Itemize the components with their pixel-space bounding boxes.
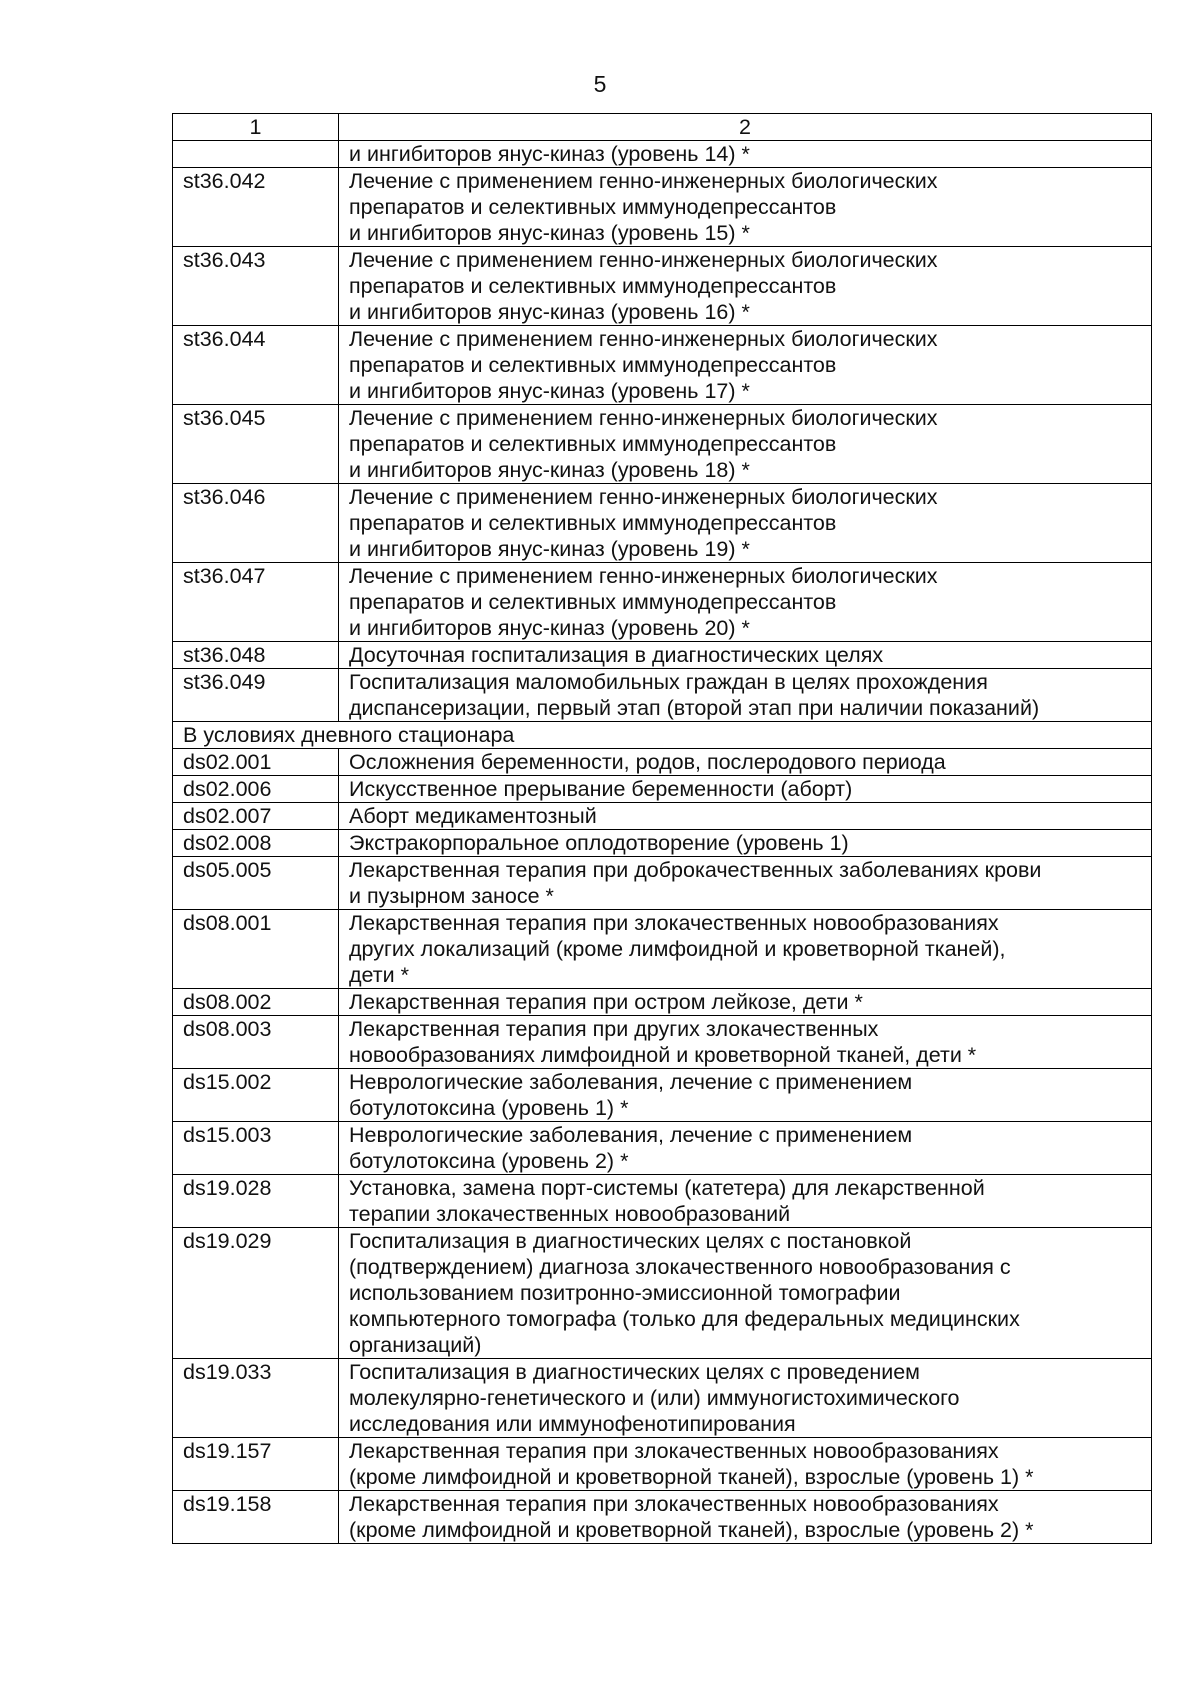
row-description: Неврологические заболевания, лечение с применением ботулотоксина (уровень 2) * [339,1122,1152,1175]
row-description: Лекарственная терапия при остром лейкозе, дети * [339,989,1152,1016]
table-row [173,857,1152,910]
table-row [173,910,1152,989]
row-description: Лечение с применением генно-инженерных биологических препаратов и селективных иммунодепрессантов и ингибиторов янус-киназ (уровень 16) * [339,247,1152,326]
table-row [173,1122,1152,1175]
row-description: Лекарственная терапия при злокачественных новообразованиях других локализаций (кроме лимфоидной и кроветворной тканей), дети * [339,910,1152,989]
column-header-1: 1 [173,114,339,141]
table-row [173,642,1152,669]
table-row [173,168,1152,247]
row-code: ds19.029 [173,1228,339,1359]
row-description: Искусственное прерывание беременности (аборт) [339,776,1152,803]
row-code: ds02.006 [173,776,339,803]
row-code: ds19.033 [173,1359,339,1438]
table-row [173,989,1152,1016]
row-description: Лекарственная терапия при злокачественных новообразованиях (кроме лимфоидной и кроветворной тканей), взрослые (уровень 1) * [339,1438,1152,1491]
row-code: ds19.158 [173,1491,339,1544]
table-row [173,484,1152,563]
table-row [173,669,1152,722]
table-row [173,1438,1152,1491]
row-description: Установка, замена порт-системы (катетера) для лекарственной терапии злокачественных новообразований [339,1175,1152,1228]
row-description: Лечение с применением генно-инженерных биологических препаратов и селективных иммунодепрессантов и ингибиторов янус-киназ (уровень 18) * [339,405,1152,484]
row-code: st36.046 [173,484,339,563]
row-code: ds15.003 [173,1122,339,1175]
row-code: st36.049 [173,669,339,722]
tariff-table [172,113,1152,1544]
row-description: Осложнения беременности, родов, послеродового периода [339,749,1152,776]
row-code: ds08.002 [173,989,339,1016]
row-description: Госпитализация в диагностических целях с постановкой (подтверждением) диагноза злокачественного новообразования с использованием позитронно-эмиссионной томографии компьютерного томографа (только для федеральных медицинских организаций) [339,1228,1152,1359]
row-code: st36.044 [173,326,339,405]
row-code: ds08.001 [173,910,339,989]
row-code: st36.042 [173,168,339,247]
row-code: ds05.005 [173,857,339,910]
table-row [173,776,1152,803]
table-header-row [173,114,1152,141]
row-description: Лечение с применением генно-инженерных биологических препаратов и селективных иммунодепрессантов и ингибиторов янус-киназ (уровень 15) * [339,168,1152,247]
row-description: Досуточная госпитализация в диагностических целях [339,642,1152,669]
row-code: ds08.003 [173,1016,339,1069]
column-header-2: 2 [339,114,1152,141]
row-description: Лекарственная терапия при других злокачественных новообразованиях лимфоидной и кроветворной тканей, дети * [339,1016,1152,1069]
row-description: и ингибиторов янус-киназ (уровень 14) * [339,141,1152,168]
row-description: Лечение с применением генно-инженерных биологических препаратов и селективных иммунодепрессантов и ингибиторов янус-киназ (уровень 20) * [339,563,1152,642]
table-row [173,1491,1152,1544]
table-row [173,1228,1152,1359]
row-code: ds02.007 [173,803,339,830]
row-code [173,141,339,168]
table-row [173,749,1152,776]
table-row [173,247,1152,326]
row-code: ds02.001 [173,749,339,776]
table-row [173,830,1152,857]
page-number: 5 [593,71,607,97]
table-row [173,141,1152,168]
row-description: Лечение с применением генно-инженерных биологических препаратов и селективных иммунодепрессантов и ингибиторов янус-киназ (уровень 17) * [339,326,1152,405]
table-row [173,326,1152,405]
row-code: st36.048 [173,642,339,669]
table-row [173,405,1152,484]
table-row [173,1175,1152,1228]
section-title: В условиях дневного стационара [173,722,1152,749]
section-row [173,722,1152,749]
row-code: st36.047 [173,563,339,642]
table-row [173,1359,1152,1438]
row-code: ds15.002 [173,1069,339,1122]
row-code: st36.045 [173,405,339,484]
row-description: Лекарственная терапия при злокачественных новообразованиях (кроме лимфоидной и кроветворной тканей), взрослые (уровень 2) * [339,1491,1152,1544]
row-description: Экстракорпоральное оплодотворение (уровень 1) [339,830,1152,857]
row-description: Неврологические заболевания, лечение с применением ботулотоксина (уровень 1) * [339,1069,1152,1122]
table-body [173,141,1152,1544]
row-code: ds02.008 [173,830,339,857]
row-code: ds19.028 [173,1175,339,1228]
row-description: Лечение с применением генно-инженерных биологических препаратов и селективных иммунодепрессантов и ингибиторов янус-киназ (уровень 19) * [339,484,1152,563]
table-row [173,1016,1152,1069]
row-code: st36.043 [173,247,339,326]
table-row [173,803,1152,830]
row-description: Аборт медикаментозный [339,803,1152,830]
row-description: Госпитализация в диагностических целях с проведением молекулярно-генетического и (или) иммуногистохимического исследования или иммунофенотипирования [339,1359,1152,1438]
row-code: ds19.157 [173,1438,339,1491]
row-description: Госпитализация маломобильных граждан в целях прохождения диспансеризации, первый этап (второй этап при наличии показаний) [339,669,1152,722]
row-description: Лекарственная терапия при доброкачественных заболеваниях крови и пузырном заносе * [339,857,1152,910]
table-row [173,1069,1152,1122]
table-row [173,563,1152,642]
